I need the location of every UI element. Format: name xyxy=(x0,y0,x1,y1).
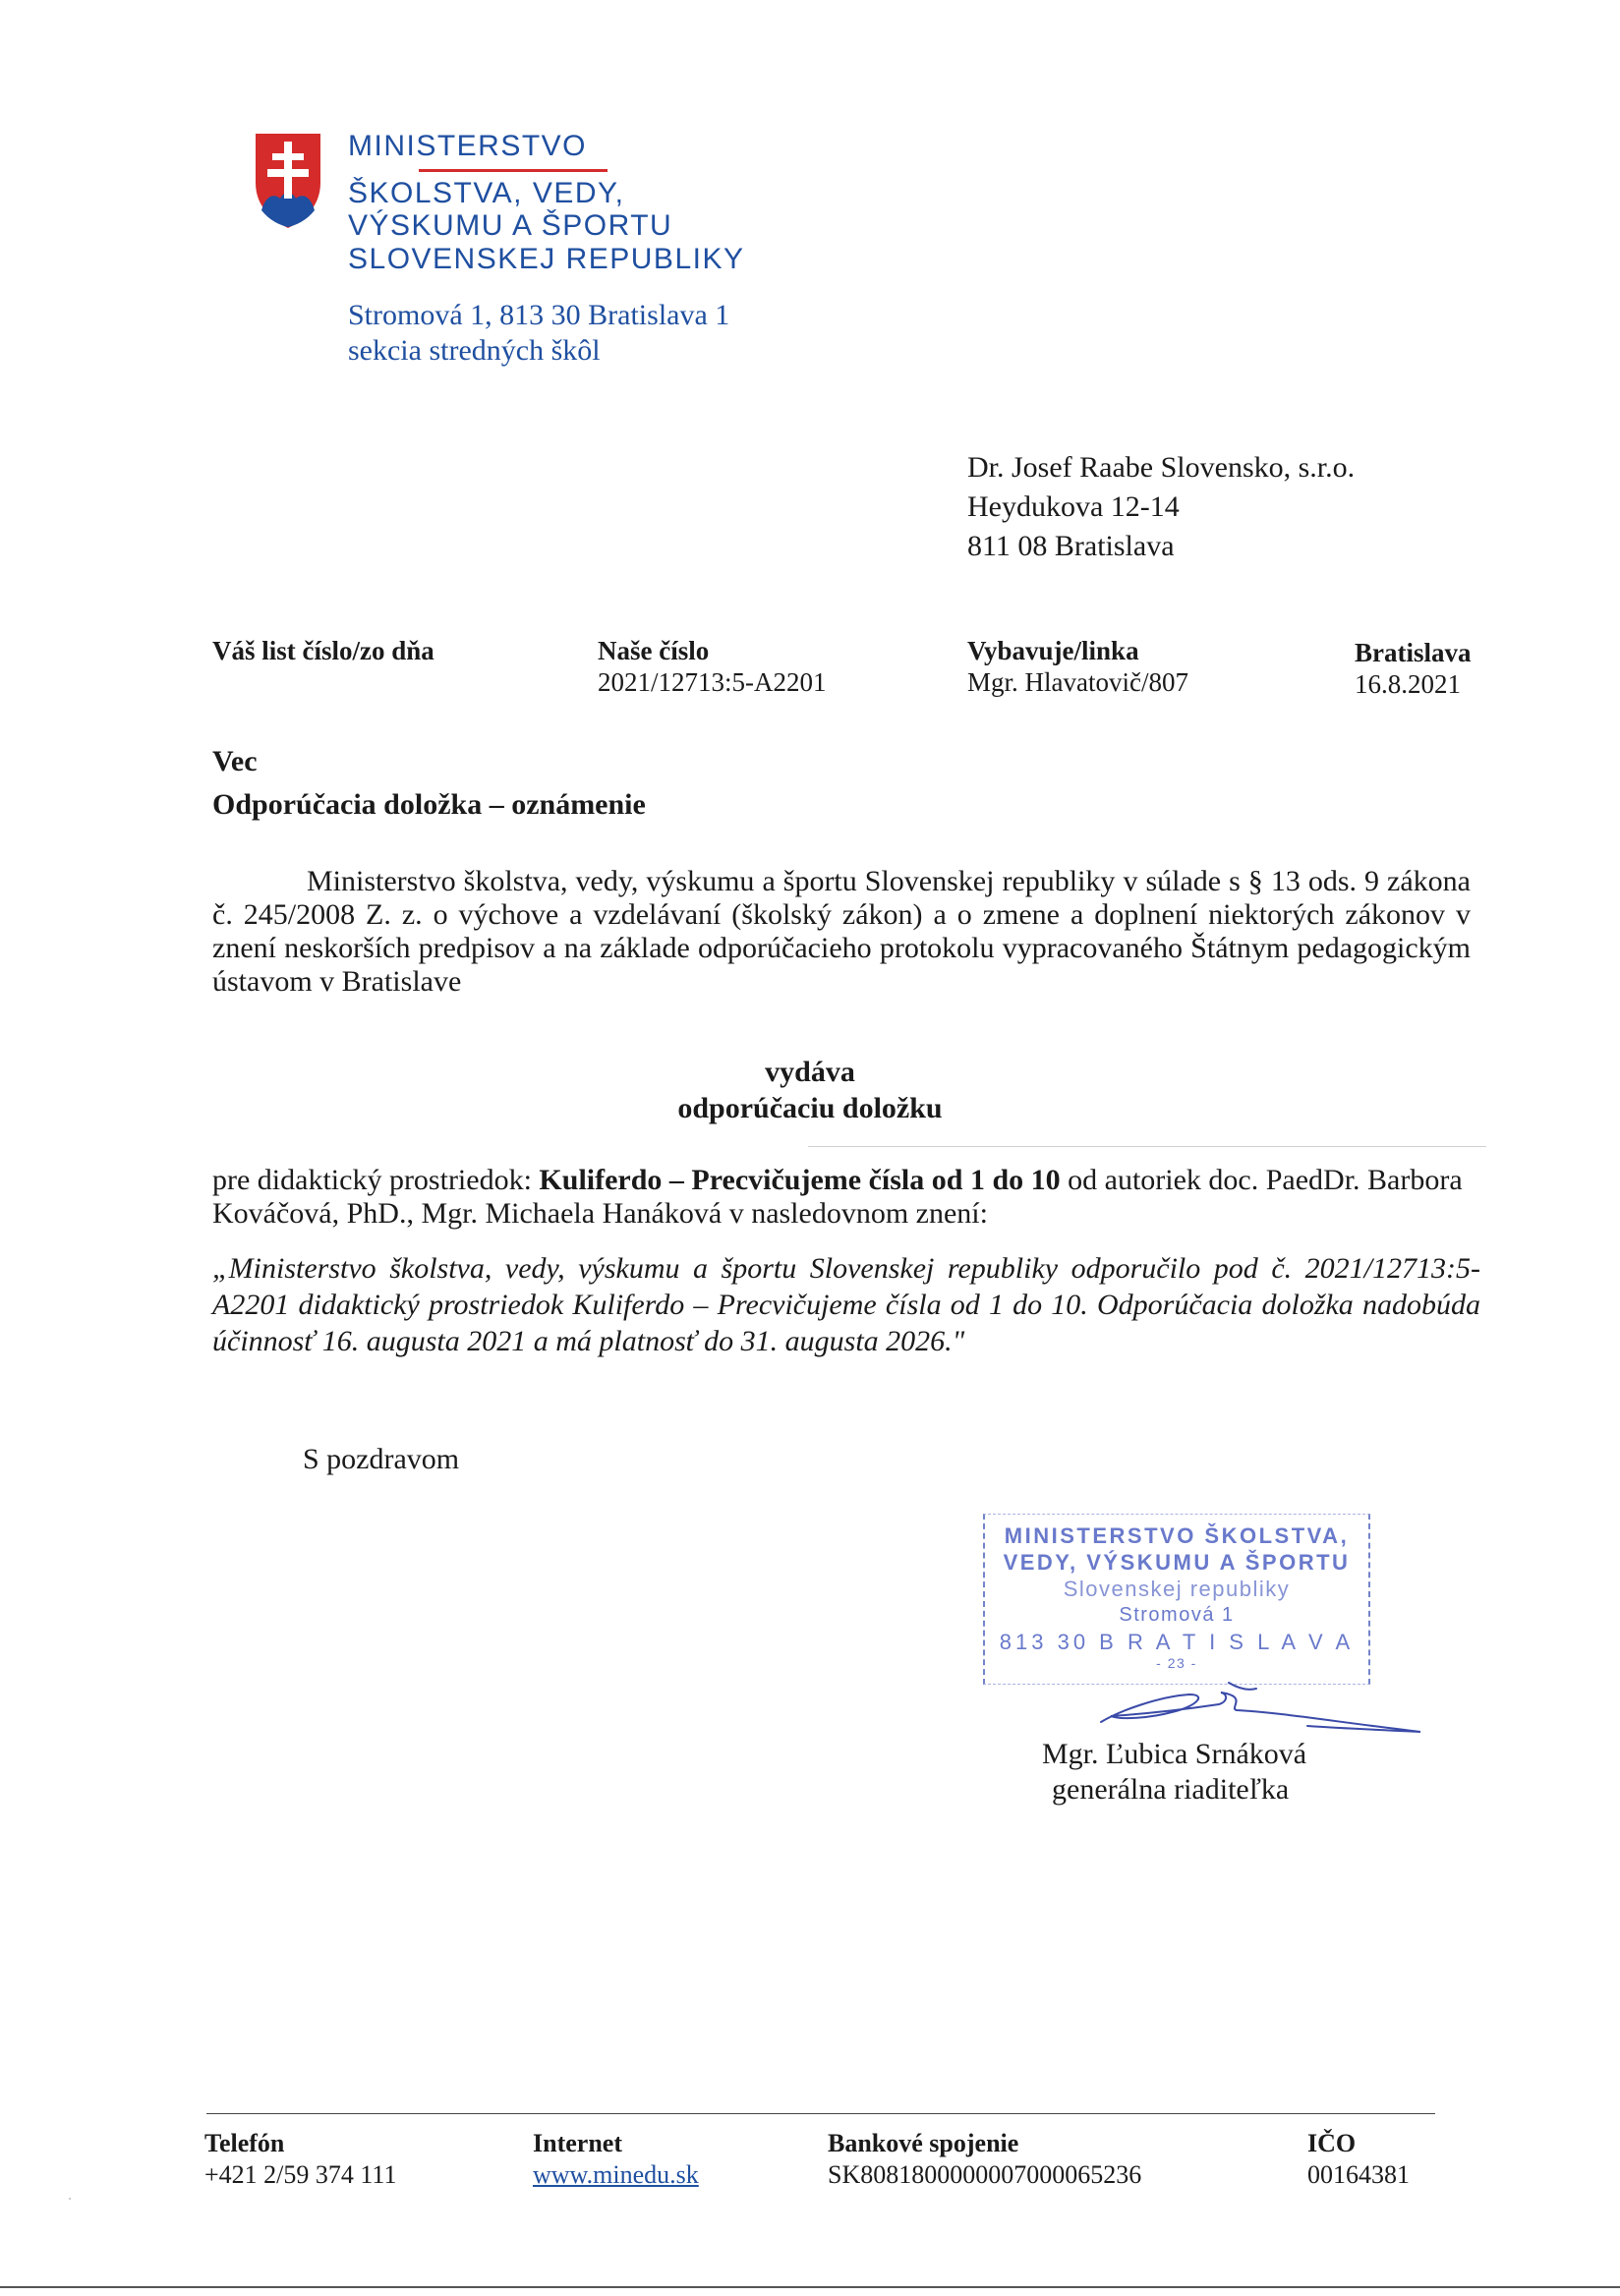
body-paragraph-text: Ministerstvo školstva, vedy, výskumu a športu Slovenskej republiky v súlade s § 13 ods. 9 zákona č. 245/2008 Z. z. o výchove a vzdelávaní (školský zákon) a o zmene a doplnení niektorých zákonov v znení neskorších predpisov a na základe odporúčacieho protokolu vypracovaného Štátnym pedagogickým ústavom v Bratislave xyxy=(212,865,1471,998)
ref-date-value: 16.8.2021 xyxy=(1355,669,1461,699)
footer-divider xyxy=(206,2113,1435,2114)
recommendation-quote: „Ministerstvo školstva, vedy, výskumu a športu Slovenskej republiky odporučilo pod č. 2021/12713:5-A2201 didaktický prostriedok Kuliferdo – Precvičujeme čísla od 1 do 10. Odporúčacia doložka nadobúda účinnosť 16. augusta 2021 a má platnosť do 31. augusta 2026." xyxy=(212,1252,1480,1357)
stamp-line-3: Slovenskej republiky xyxy=(1063,1577,1291,1601)
ref-place-label: Bratislava xyxy=(1355,638,1472,667)
stamp-line-6: - 23 - xyxy=(1156,1655,1197,1671)
stamp-line-2: VEDY, VÝSKUMU A ŠPORTU xyxy=(1003,1550,1351,1575)
footer-phone-value: +421 2/59 374 111 xyxy=(204,2160,397,2189)
recipient-name: Dr. Josef Raabe Slovensko, s.r.o. xyxy=(967,451,1356,484)
ref-your-letter xyxy=(212,635,434,666)
ministry-name-line-2: ŠKOLSTVA, VEDY, xyxy=(348,177,625,209)
signer-name: Mgr. Ľubica Srnáková xyxy=(1042,1738,1307,1770)
didactic-tool-paragraph xyxy=(212,1164,1480,1231)
ministry-name-line-4: SLOVENSKEJ REPUBLIKY xyxy=(348,243,745,275)
body-paragraph xyxy=(212,865,1471,999)
page-bottom-edge xyxy=(0,2286,1620,2288)
issues-heading-line-2: odporúčaciu doložku xyxy=(677,1092,943,1124)
footer-ico-label: IČO xyxy=(1307,2129,1357,2157)
footer-bank-label: Bankové spojenie xyxy=(828,2129,1019,2157)
faint-divider xyxy=(808,1146,1486,1147)
slovak-coat-of-arms-icon xyxy=(254,132,322,230)
ref-handled-by-label: Vybavuje/linka xyxy=(967,636,1139,665)
greeting: S pozdravom xyxy=(303,1443,460,1475)
issues-heading-line-1: vydáva xyxy=(765,1056,855,1088)
footer-phone-label: Telefón xyxy=(204,2129,285,2157)
subject-label: Vec xyxy=(212,745,258,777)
tool-suffix: od autoriek doc. PaedDr. Barbora Kováčová, PhD., Mgr. Michaela Hanáková v nasledovnom znení: xyxy=(212,1164,1463,1230)
ministry-name-line-1: MINISTERSTVO xyxy=(348,130,588,162)
signer-title: generálna riaditeľka xyxy=(1052,1773,1290,1806)
ref-your-letter-label: Váš list číslo/zo dňa xyxy=(212,636,434,665)
ministry-red-rule xyxy=(419,169,608,172)
recipient-street: Heydukova 12-14 xyxy=(967,490,1180,523)
footer-internet-label: Internet xyxy=(533,2129,622,2157)
ref-place-date xyxy=(1355,637,1472,700)
footer-bank-value: SK8081800000007000065236 xyxy=(828,2160,1142,2189)
recipient-city: 811 08 Bratislava xyxy=(967,530,1175,562)
tool-prefix: pre didaktický prostriedok: xyxy=(212,1164,540,1196)
subject-title: Odporúčacia doložka – oznámenie xyxy=(212,788,646,821)
ref-our-number-label: Naše číslo xyxy=(598,636,710,665)
scan-speck xyxy=(69,2198,71,2200)
ref-our-number-value: 2021/12713:5-A2201 xyxy=(598,667,827,697)
tool-name: Kuliferdo – Precvičujeme čísla od 1 do 10 xyxy=(539,1164,1061,1196)
stamp-line-5: 813 30 B R A T I S L A V A xyxy=(999,1630,1355,1654)
ministry-address: Stromová 1, 813 30 Bratislava 1 xyxy=(348,299,730,331)
footer-internet-link[interactable]: www.minedu.sk xyxy=(533,2160,699,2189)
ref-handled-by-value: Mgr. Hlavatovič/807 xyxy=(967,667,1188,697)
stamp-line-4: Stromová 1 xyxy=(1119,1604,1235,1626)
ministry-name-line-3: VÝSKUMU A ŠPORTU xyxy=(348,209,673,242)
ministry-section: sekcia stredných škôl xyxy=(348,334,601,367)
footer-ico-value: 00164381 xyxy=(1307,2160,1410,2189)
ref-handled-by xyxy=(967,635,1188,698)
official-stamp xyxy=(983,1514,1370,1685)
stamp-line-1: MINISTERSTVO ŠKOLSTVA, xyxy=(1004,1523,1350,1548)
ref-our-number xyxy=(598,635,827,698)
